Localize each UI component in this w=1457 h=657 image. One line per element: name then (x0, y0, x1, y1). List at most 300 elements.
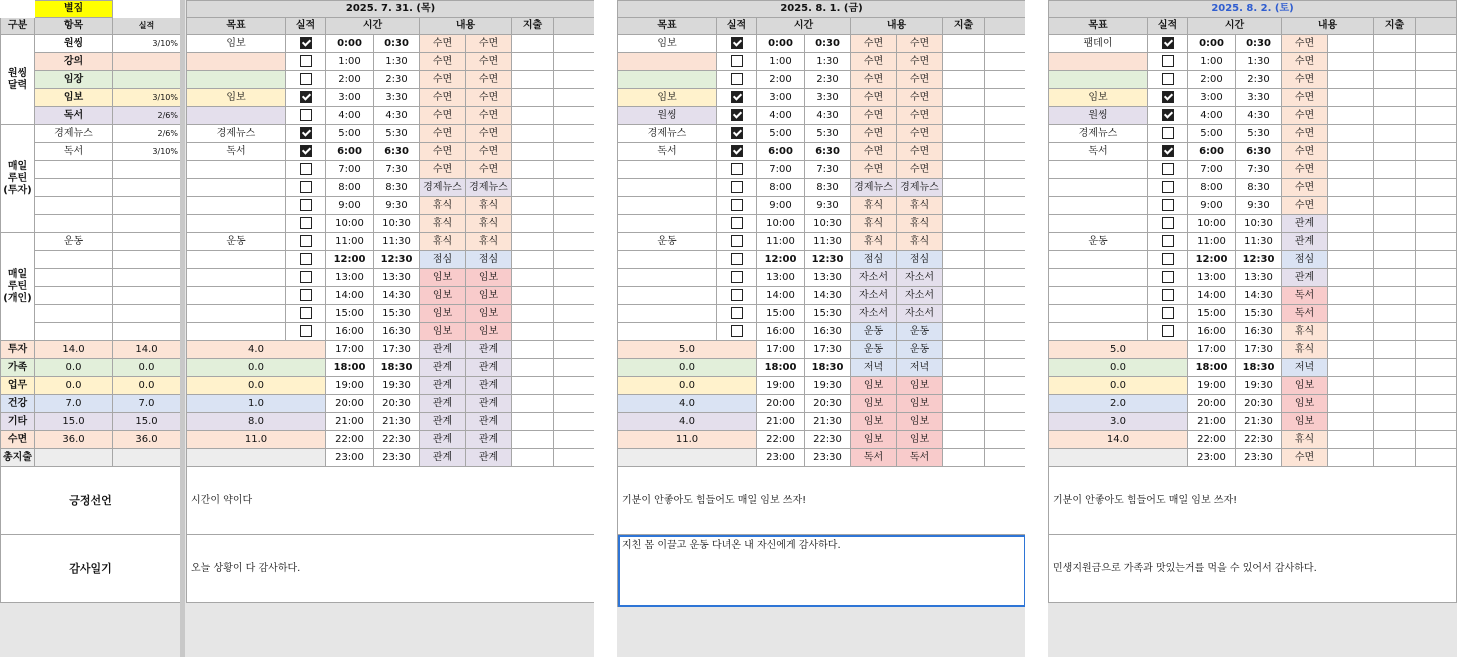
checkbox-cell[interactable] (717, 161, 757, 179)
content-cell[interactable]: 관계 (420, 413, 466, 431)
expense-cell[interactable] (512, 161, 554, 179)
time-end[interactable]: 0:30 (1236, 35, 1282, 53)
content-cell[interactable]: 관계 (466, 431, 512, 449)
expense-cell[interactable] (943, 71, 985, 89)
time-end[interactable]: 4:30 (374, 107, 420, 125)
content-cell[interactable]: 수면 (851, 161, 897, 179)
content-cell[interactable]: 임보 (897, 395, 943, 413)
content-cell[interactable]: 관계 (1282, 215, 1328, 233)
expense-cell[interactable] (512, 269, 554, 287)
extra-cell[interactable] (554, 377, 595, 395)
goal-cell[interactable]: 경제뉴스 (618, 125, 717, 143)
checkbox[interactable] (731, 55, 743, 67)
day-summary-value[interactable]: 4.0 (618, 413, 757, 431)
time-start[interactable]: 10:00 (1188, 215, 1236, 233)
content-cell[interactable]: 수면 (851, 53, 897, 71)
goal-cell[interactable] (618, 53, 717, 71)
time-end[interactable]: 17:30 (374, 341, 420, 359)
content-cell[interactable]: 독서 (1282, 287, 1328, 305)
checkbox[interactable] (731, 253, 743, 265)
summary-value[interactable]: 14.0 (35, 341, 113, 359)
content-cell[interactable] (1328, 71, 1374, 89)
goal-cell[interactable] (1049, 161, 1148, 179)
content-cell[interactable]: 임보 (466, 305, 512, 323)
gratitude-text[interactable]: 민생지원금으로 가족과 맛있는거를 먹을 수 있어서 감사하다. (1049, 535, 1457, 603)
content-cell[interactable]: 수면 (466, 89, 512, 107)
time-end[interactable]: 21:30 (1236, 413, 1282, 431)
content-cell[interactable]: 점심 (1282, 251, 1328, 269)
checkbox[interactable] (300, 55, 312, 67)
extra-cell[interactable] (554, 53, 595, 71)
summary-label[interactable]: 기타 (1, 413, 35, 431)
time-end[interactable]: 15:30 (374, 305, 420, 323)
content-cell[interactable]: 경제뉴스 (851, 179, 897, 197)
checkbox-cell[interactable] (1148, 125, 1188, 143)
time-end[interactable]: 22:30 (374, 431, 420, 449)
category-perf[interactable] (113, 197, 181, 215)
time-start[interactable]: 14:00 (326, 287, 374, 305)
summary-value[interactable]: 0.0 (113, 377, 181, 395)
goal-cell[interactable] (618, 71, 717, 89)
gratitude-text[interactable]: 지친 몸 이끌고 운동 다녀온 내 자신에게 감사하다. (618, 535, 1026, 607)
extra-cell[interactable] (1416, 71, 1457, 89)
extra-cell[interactable] (1416, 269, 1457, 287)
checkbox[interactable] (300, 253, 312, 265)
header-expense[interactable]: 지출 (1374, 18, 1416, 35)
extra-cell[interactable] (554, 359, 595, 377)
goal-cell[interactable] (1049, 215, 1148, 233)
time-end[interactable]: 2:30 (1236, 71, 1282, 89)
goal-cell[interactable] (1049, 305, 1148, 323)
goal-cell[interactable] (618, 161, 717, 179)
content-cell[interactable] (1328, 449, 1374, 467)
category-perf[interactable]: 2/6% (113, 107, 181, 125)
extra-cell[interactable] (985, 233, 1026, 251)
day-summary-value[interactable]: 11.0 (618, 431, 757, 449)
extra-cell[interactable] (985, 251, 1026, 269)
checkbox[interactable] (300, 199, 312, 211)
expense-cell[interactable] (943, 251, 985, 269)
time-start[interactable]: 20:00 (326, 395, 374, 413)
time-start[interactable]: 7:00 (326, 161, 374, 179)
expense-cell[interactable] (943, 179, 985, 197)
extra-cell[interactable] (554, 395, 595, 413)
goal-cell[interactable] (618, 287, 717, 305)
extra-cell[interactable] (985, 71, 1026, 89)
checkbox-cell[interactable] (1148, 35, 1188, 53)
content-cell[interactable]: 임보 (1282, 395, 1328, 413)
time-end[interactable]: 23:30 (374, 449, 420, 467)
content-cell[interactable]: 휴식 (851, 233, 897, 251)
time-end[interactable]: 19:30 (1236, 377, 1282, 395)
expense-cell[interactable] (512, 431, 554, 449)
content-cell[interactable]: 수면 (420, 107, 466, 125)
group-label[interactable]: 원씽 달력 (1, 35, 35, 125)
expense-cell[interactable] (1374, 197, 1416, 215)
content-cell[interactable] (1328, 53, 1374, 71)
goal-cell[interactable] (618, 215, 717, 233)
category-perf[interactable] (113, 269, 181, 287)
expense-cell[interactable] (943, 341, 985, 359)
content-cell[interactable]: 관계 (1282, 269, 1328, 287)
extra-cell[interactable] (1416, 395, 1457, 413)
checkbox[interactable] (300, 163, 312, 175)
checkbox-cell[interactable] (1148, 71, 1188, 89)
goal-cell[interactable] (1049, 287, 1148, 305)
time-start[interactable]: 19:00 (757, 377, 805, 395)
time-end[interactable]: 16:30 (1236, 323, 1282, 341)
checkbox[interactable] (300, 217, 312, 229)
goal-cell[interactable] (1049, 251, 1148, 269)
time-end[interactable]: 7:30 (1236, 161, 1282, 179)
extra-cell[interactable] (1416, 125, 1457, 143)
goal-cell[interactable] (618, 323, 717, 341)
content-cell[interactable]: 경제뉴스 (466, 179, 512, 197)
header-time[interactable]: 시간 (757, 18, 851, 35)
time-end[interactable]: 7:30 (374, 161, 420, 179)
content-cell[interactable]: 휴식 (466, 215, 512, 233)
expense-cell[interactable] (1374, 233, 1416, 251)
content-cell[interactable]: 휴식 (420, 215, 466, 233)
checkbox[interactable] (300, 271, 312, 283)
time-end[interactable]: 8:30 (374, 179, 420, 197)
expense-cell[interactable] (943, 431, 985, 449)
checkbox-cell[interactable] (717, 305, 757, 323)
content-cell[interactable]: 점심 (420, 251, 466, 269)
category-perf[interactable]: 2/6% (113, 125, 181, 143)
expense-cell[interactable] (1374, 395, 1416, 413)
checkbox[interactable] (1162, 289, 1174, 301)
extra-cell[interactable] (1416, 431, 1457, 449)
time-end[interactable]: 17:30 (1236, 341, 1282, 359)
content-cell[interactable]: 자소서 (851, 305, 897, 323)
expense-cell[interactable] (1374, 323, 1416, 341)
content-cell[interactable]: 관계 (420, 377, 466, 395)
checkbox[interactable] (1162, 127, 1174, 139)
day-summary-value[interactable]: 11.0 (187, 431, 326, 449)
checkbox-cell[interactable] (286, 287, 326, 305)
summary-label[interactable]: 업무 (1, 377, 35, 395)
content-cell[interactable]: 임보 (420, 287, 466, 305)
expense-cell[interactable] (943, 287, 985, 305)
day-summary-value[interactable]: 14.0 (1049, 431, 1188, 449)
content-cell[interactable]: 수면 (420, 143, 466, 161)
checkbox-cell[interactable] (717, 143, 757, 161)
checkbox[interactable] (731, 289, 743, 301)
content-cell[interactable] (1328, 341, 1374, 359)
checkbox-cell[interactable] (286, 143, 326, 161)
time-start[interactable]: 23:00 (757, 449, 805, 467)
content-cell[interactable]: 자소서 (851, 269, 897, 287)
group-label[interactable]: 매일 루틴 (투자) (1, 125, 35, 233)
time-start[interactable]: 18:00 (757, 359, 805, 377)
expense-cell[interactable] (1374, 71, 1416, 89)
time-start[interactable]: 19:00 (1188, 377, 1236, 395)
time-end[interactable]: 6:30 (805, 143, 851, 161)
extra-cell[interactable] (985, 359, 1026, 377)
category-item[interactable] (35, 269, 113, 287)
summary-value[interactable]: 0.0 (113, 359, 181, 377)
content-cell[interactable]: 수면 (420, 71, 466, 89)
extra-cell[interactable] (1416, 143, 1457, 161)
day-summary-value[interactable]: 5.0 (618, 341, 757, 359)
checkbox-cell[interactable] (717, 71, 757, 89)
content-cell[interactable]: 수면 (466, 161, 512, 179)
time-end[interactable]: 15:30 (805, 305, 851, 323)
header-content[interactable]: 내용 (1282, 18, 1374, 35)
day-summary-value[interactable] (187, 449, 326, 467)
content-cell[interactable]: 독서 (897, 449, 943, 467)
extra-cell[interactable] (554, 305, 595, 323)
header-extra[interactable] (985, 18, 1026, 35)
checkbox-cell[interactable] (717, 197, 757, 215)
expense-cell[interactable] (1374, 143, 1416, 161)
content-cell[interactable]: 관계 (420, 341, 466, 359)
goal-cell[interactable] (187, 197, 286, 215)
time-end[interactable]: 13:30 (1236, 269, 1282, 287)
expense-cell[interactable] (512, 125, 554, 143)
day-summary-value[interactable]: 0.0 (618, 359, 757, 377)
time-end[interactable]: 5:30 (374, 125, 420, 143)
content-cell[interactable]: 운동 (851, 341, 897, 359)
content-cell[interactable] (1328, 35, 1374, 53)
content-cell[interactable]: 관계 (466, 341, 512, 359)
time-start[interactable]: 12:00 (757, 251, 805, 269)
time-end[interactable]: 2:30 (374, 71, 420, 89)
content-cell[interactable]: 운동 (851, 323, 897, 341)
content-cell[interactable]: 저녁 (1282, 359, 1328, 377)
goal-cell[interactable] (187, 251, 286, 269)
extra-cell[interactable] (985, 125, 1026, 143)
content-cell[interactable]: 독서 (1282, 305, 1328, 323)
checkbox[interactable] (731, 181, 743, 193)
category-item[interactable] (35, 197, 113, 215)
expense-cell[interactable] (512, 107, 554, 125)
header-time[interactable]: 시간 (1188, 18, 1282, 35)
content-cell[interactable]: 임보 (420, 269, 466, 287)
checkbox[interactable] (1162, 271, 1174, 283)
checkbox[interactable] (731, 91, 743, 103)
time-start[interactable]: 8:00 (1188, 179, 1236, 197)
checkbox[interactable] (1162, 163, 1174, 175)
content-cell[interactable]: 수면 (897, 53, 943, 71)
checkbox-cell[interactable] (1148, 287, 1188, 305)
time-end[interactable]: 10:30 (374, 215, 420, 233)
time-start[interactable]: 13:00 (757, 269, 805, 287)
checkbox-cell[interactable] (1148, 323, 1188, 341)
category-item[interactable] (35, 305, 113, 323)
content-cell[interactable]: 휴식 (851, 197, 897, 215)
content-cell[interactable]: 자소서 (851, 287, 897, 305)
header-expense[interactable]: 지출 (512, 18, 554, 35)
extra-cell[interactable] (554, 215, 595, 233)
goal-cell[interactable]: 운동 (618, 233, 717, 251)
goal-cell[interactable]: 임보 (187, 89, 286, 107)
extra-cell[interactable] (1416, 251, 1457, 269)
expense-cell[interactable] (512, 377, 554, 395)
extra-cell[interactable] (1416, 323, 1457, 341)
extra-cell[interactable] (554, 107, 595, 125)
day-summary-value[interactable]: 0.0 (187, 377, 326, 395)
content-cell[interactable]: 수면 (1282, 53, 1328, 71)
checkbox-cell[interactable] (286, 269, 326, 287)
time-end[interactable]: 2:30 (805, 71, 851, 89)
category-perf[interactable] (113, 71, 181, 89)
day-summary-value[interactable]: 0.0 (618, 377, 757, 395)
category-perf[interactable]: 3/10% (113, 143, 181, 161)
expense-cell[interactable] (1374, 53, 1416, 71)
time-end[interactable]: 4:30 (1236, 107, 1282, 125)
expense-cell[interactable] (512, 323, 554, 341)
time-start[interactable]: 18:00 (1188, 359, 1236, 377)
expense-cell[interactable] (512, 359, 554, 377)
expense-cell[interactable] (943, 107, 985, 125)
time-start[interactable]: 17:00 (326, 341, 374, 359)
category-item[interactable]: 독서 (35, 107, 113, 125)
summary-value[interactable]: 14.0 (113, 341, 181, 359)
extra-cell[interactable] (985, 395, 1026, 413)
expense-cell[interactable] (1374, 161, 1416, 179)
expense-cell[interactable] (512, 251, 554, 269)
time-end[interactable]: 9:30 (374, 197, 420, 215)
expense-cell[interactable] (512, 89, 554, 107)
time-end[interactable]: 0:30 (374, 35, 420, 53)
checkbox[interactable] (1162, 325, 1174, 337)
day-summary-value[interactable]: 1.0 (187, 395, 326, 413)
goal-cell[interactable] (1049, 53, 1148, 71)
content-cell[interactable]: 수면 (420, 161, 466, 179)
content-cell[interactable]: 점심 (897, 251, 943, 269)
summary-label[interactable]: 투자 (1, 341, 35, 359)
checkbox[interactable] (300, 289, 312, 301)
day-date-header[interactable]: 2025. 8. 2. (토) (1049, 1, 1457, 18)
goal-cell[interactable] (618, 251, 717, 269)
time-start[interactable]: 7:00 (757, 161, 805, 179)
header-expense[interactable]: 지출 (943, 18, 985, 35)
content-cell[interactable]: 수면 (1282, 449, 1328, 467)
content-cell[interactable] (1328, 143, 1374, 161)
extra-cell[interactable] (985, 449, 1026, 467)
extra-cell[interactable] (1416, 305, 1457, 323)
time-start[interactable]: 5:00 (757, 125, 805, 143)
header-perf[interactable]: 실적 (717, 18, 757, 35)
summary-value[interactable]: 36.0 (35, 431, 113, 449)
goal-cell[interactable]: 독서 (618, 143, 717, 161)
header-time[interactable]: 시간 (326, 18, 420, 35)
time-end[interactable]: 16:30 (374, 323, 420, 341)
time-end[interactable]: 21:30 (805, 413, 851, 431)
time-end[interactable]: 11:30 (1236, 233, 1282, 251)
extra-cell[interactable] (554, 287, 595, 305)
time-start[interactable]: 4:00 (757, 107, 805, 125)
extra-cell[interactable] (985, 377, 1026, 395)
checkbox-cell[interactable] (717, 215, 757, 233)
checkbox-cell[interactable] (1148, 143, 1188, 161)
content-cell[interactable] (1328, 107, 1374, 125)
content-cell[interactable]: 수면 (851, 107, 897, 125)
content-cell[interactable]: 임보 (851, 431, 897, 449)
checkbox-cell[interactable] (1148, 269, 1188, 287)
time-end[interactable]: 20:30 (1236, 395, 1282, 413)
checkbox[interactable] (731, 37, 743, 49)
content-cell[interactable] (1328, 377, 1374, 395)
summary-value[interactable]: 7.0 (35, 395, 113, 413)
extra-cell[interactable] (554, 161, 595, 179)
extra-cell[interactable] (1416, 449, 1457, 467)
expense-cell[interactable] (1374, 413, 1416, 431)
expense-cell[interactable] (512, 179, 554, 197)
time-end[interactable]: 6:30 (374, 143, 420, 161)
content-cell[interactable]: 경제뉴스 (897, 179, 943, 197)
expense-cell[interactable] (943, 269, 985, 287)
time-start[interactable]: 13:00 (326, 269, 374, 287)
goal-cell[interactable]: 독서 (1049, 143, 1148, 161)
goal-cell[interactable]: 임보 (1049, 89, 1148, 107)
extra-cell[interactable] (554, 233, 595, 251)
time-end[interactable]: 9:30 (805, 197, 851, 215)
expense-cell[interactable] (943, 197, 985, 215)
time-start[interactable]: 9:00 (1188, 197, 1236, 215)
goal-cell[interactable] (187, 53, 286, 71)
time-end[interactable]: 22:30 (1236, 431, 1282, 449)
checkbox-cell[interactable] (717, 233, 757, 251)
expense-cell[interactable] (1374, 341, 1416, 359)
expense-cell[interactable] (512, 71, 554, 89)
time-end[interactable]: 12:30 (374, 251, 420, 269)
expense-cell[interactable] (943, 323, 985, 341)
content-cell[interactable]: 수면 (1282, 125, 1328, 143)
content-cell[interactable]: 수면 (1282, 143, 1328, 161)
time-start[interactable]: 9:00 (326, 197, 374, 215)
expense-cell[interactable] (1374, 431, 1416, 449)
content-cell[interactable] (1328, 269, 1374, 287)
checkbox[interactable] (731, 73, 743, 85)
extra-cell[interactable] (554, 269, 595, 287)
header-perf[interactable]: 실적 (1148, 18, 1188, 35)
time-end[interactable]: 23:30 (1236, 449, 1282, 467)
extra-cell[interactable] (1416, 161, 1457, 179)
time-start[interactable]: 8:00 (757, 179, 805, 197)
time-start[interactable]: 8:00 (326, 179, 374, 197)
expense-cell[interactable] (512, 197, 554, 215)
content-cell[interactable]: 임보 (420, 323, 466, 341)
content-cell[interactable]: 저녁 (851, 359, 897, 377)
time-end[interactable]: 5:30 (805, 125, 851, 143)
extra-cell[interactable] (985, 53, 1026, 71)
checkbox[interactable] (300, 325, 312, 337)
content-cell[interactable]: 임보 (466, 323, 512, 341)
checkbox[interactable] (1162, 37, 1174, 49)
summary-value[interactable] (113, 449, 181, 467)
day-summary-value[interactable]: 0.0 (1049, 377, 1188, 395)
checkbox-cell[interactable] (1148, 107, 1188, 125)
checkbox[interactable] (1162, 253, 1174, 265)
extra-cell[interactable] (985, 341, 1026, 359)
checkbox-cell[interactable] (286, 35, 326, 53)
spacer-cell[interactable] (1, 1, 35, 18)
content-cell[interactable]: 휴식 (1282, 341, 1328, 359)
checkbox-cell[interactable] (717, 323, 757, 341)
category-item[interactable]: 운동 (35, 233, 113, 251)
checkbox-cell[interactable] (717, 287, 757, 305)
extra-cell[interactable] (1416, 35, 1457, 53)
content-cell[interactable]: 수면 (851, 89, 897, 107)
summary-label[interactable]: 수면 (1, 431, 35, 449)
time-start[interactable]: 15:00 (757, 305, 805, 323)
content-cell[interactable]: 수면 (851, 35, 897, 53)
header-goal[interactable]: 목표 (187, 18, 286, 35)
content-cell[interactable]: 임보 (851, 413, 897, 431)
